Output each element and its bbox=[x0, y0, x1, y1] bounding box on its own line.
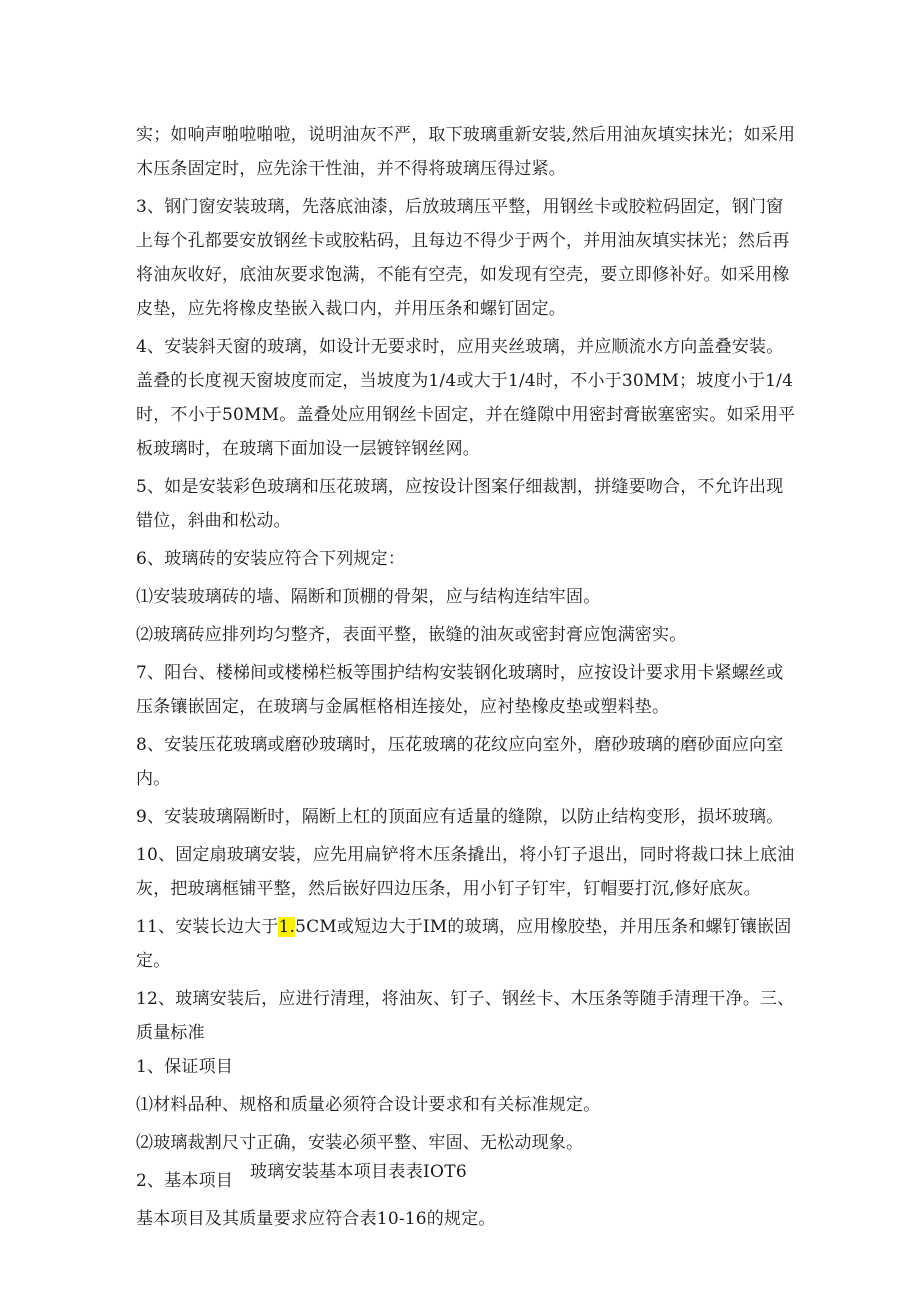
paragraph-item-3: 3、钢门窗安装玻璃，先落底油漆，后放玻璃压平整，用钢丝卡或胶粒码固定，钢门窗上每个孔都要安放钢丝卡或胶粘码，且每边不得少于两个，并用油灰填实抹光；然后再将油灰收好，底油灰要求饱满，不能有空壳，如发现有空壳，要立即修补好。如采用橡皮垫，应先将橡皮垫嵌入裁口内，并用压条和螺钉固定。 bbox=[136, 197, 790, 319]
paragraph-item-10: 10、固定扇玻璃安装，应先用扁铲将木压条撬出，将小钉子退出，同时将裁口抹上底油灰，把玻璃框铺平整，然后嵌好四边压条，用小钉子钉牢，钉帽要打沉,修好底灰。 bbox=[136, 845, 795, 899]
paragraph-item-6-2: ⑵玻璃砖应排列均匀整齐，表面平整，嵌缝的油灰或密封膏应饱满密实。 bbox=[136, 625, 687, 645]
paragraph-item-8: 8、安装压花玻璃或磨砂玻璃时，压花玻璃的花纹应向室外，磨砂玻璃的磨砂面应向室内。 bbox=[136, 735, 784, 789]
paragraph-item-6-1: ⑴安装玻璃砖的墙、隔断和顶棚的骨架，应与结构连结牢固。 bbox=[136, 587, 601, 607]
paragraph-guarantee-2: ⑵玻璃裁割尺寸正确，安装必须平整、牢固、无松动现象。 bbox=[136, 1133, 584, 1153]
section-heading-basic: 2、基本项目 bbox=[136, 1171, 234, 1191]
paragraph-item-9: 9、安装玻璃隔断时，隔断上杠的顶面应有适量的缝隙，以防止结构变形，损坏玻璃。 bbox=[136, 807, 784, 827]
paragraph-item-11-start: 11、安装长边大于 bbox=[136, 917, 279, 937]
section-heading-guarantee: 1、保证项目 bbox=[136, 1057, 234, 1077]
paragraph-item-6: 6、玻璃砖的安装应符合下列规定： bbox=[136, 549, 406, 569]
highlighted-text: 1. bbox=[278, 917, 296, 937]
paragraph-item-5: 5、如是安装彩色玻璃和压花玻璃，应按设计图案仔细裁割，拼缝要吻合，不允许出现错位，斜曲和松动。 bbox=[136, 477, 784, 531]
paragraph-item-11 bbox=[136, 910, 796, 978]
paragraph-item-12: 12、玻璃安装后，应进行清理，将油灰、钉子、钢丝卡、木压条等随手清理干净。三、质量标准 bbox=[136, 989, 795, 1043]
paragraph-item-4: 4、安装斜天窗的玻璃，如设计无要求时，应用夹丝玻璃，并应顺流水方向盖叠安装。盖叠的长度视天窗坡度而定，当坡度为1/4或大于1/4时，不小于30MM；坡度小于1/4时，不小于50MM。盖叠处应用钢丝卡固定，并在缝隙中用密封膏嵌塞密实。如采用平板玻璃时，在玻璃下面加设一层镀锌钢丝网。 bbox=[136, 337, 796, 459]
table-caption: 玻璃安装基本项目表表IOT6 bbox=[250, 1162, 468, 1182]
paragraph-item-11-end: 5CM或短边大于IM的玻璃，应用橡胶垫，并用压条和螺钉镶嵌固定。 bbox=[136, 917, 792, 971]
paragraph-guarantee-1: ⑴材料品种、规格和质量必须符合设计要求和有关标准规定。 bbox=[136, 1095, 601, 1115]
paragraph-item-7: 7、阳台、楼梯间或楼梯栏板等围护结构安装钢化玻璃时，应按设计要求用卡紧螺丝或压条镶嵌固定，在玻璃与金属框格相连接处，应衬垫橡皮垫或塑料垫。 bbox=[136, 663, 784, 717]
paragraph-basic-text: 基本项目及其质量要求应符合表10-16的规定。 bbox=[136, 1209, 496, 1229]
paragraph-continuation: 实；如响声啪啦啪啦，说明油灰不严，取下玻璃重新安装,然后用油灰填实抹光；如采用木压条固定时，应先涂干性油，并不得将玻璃压得过紧。 bbox=[136, 125, 796, 179]
document-body bbox=[136, 118, 796, 1236]
